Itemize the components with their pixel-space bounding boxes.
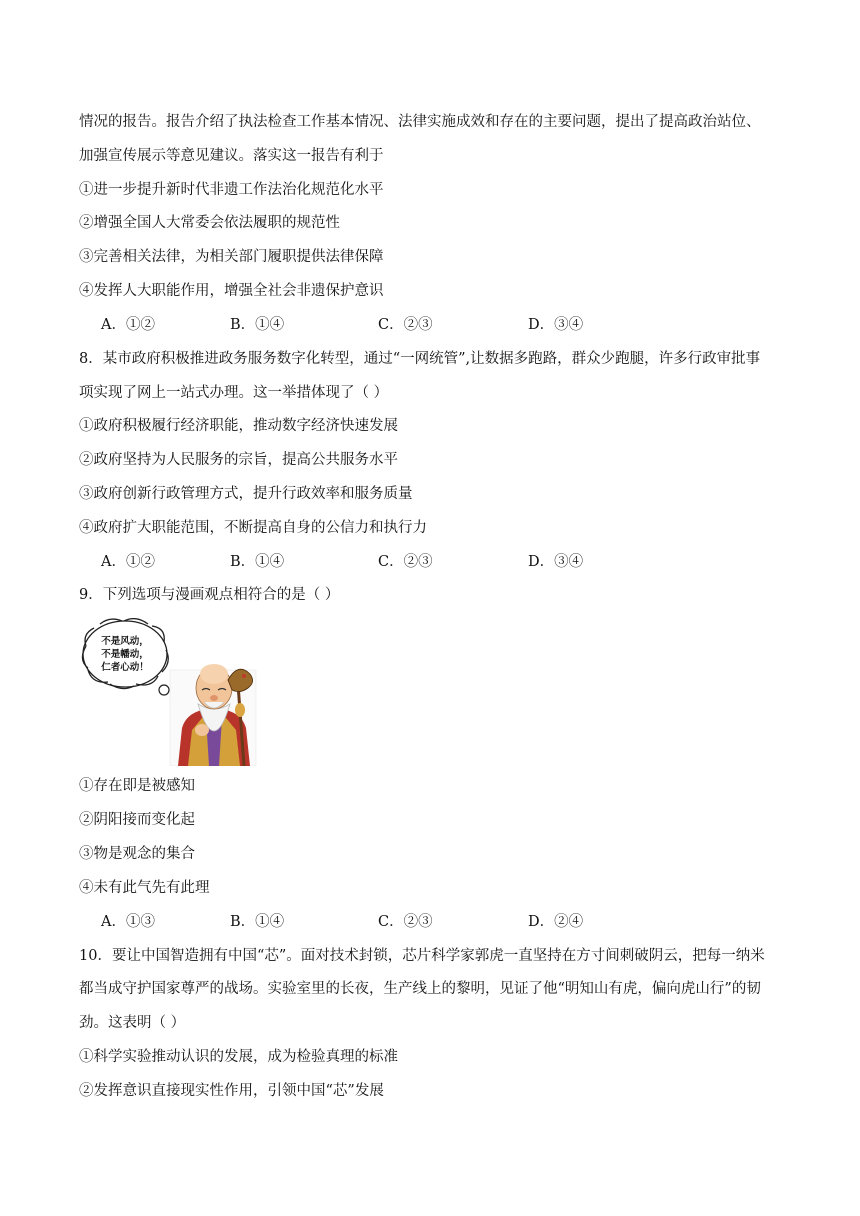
q8-line-2: 项实现了网上一站式办理。这一举措体现了（ ） (79, 385, 389, 401)
q8-line-1: 8．某市政府积极推进政务服务数字化转型，通过“一网统管”,让数据多跑路，群众少跑腿，许多行政审批事 (79, 351, 761, 367)
q10-statement-2: ②发挥意识直接现实性作用，引领中国“芯”发展 (79, 1083, 384, 1099)
q9-statement-1: ①存在即是被感知 (79, 778, 195, 794)
q9-line-1: 9．下列选项与漫画观点相符合的是（ ） (79, 587, 340, 603)
q8-statement-2: ②政府坚持为人民服务的宗旨，提高公共服务水平 (79, 452, 398, 468)
q7-line-1: 情况的报告。报告介绍了执法检查工作基本情况、法律实施成效和存在的主要问题，提出了提高政治站位、 (79, 114, 761, 130)
q8-statement-1: ①政府积极履行经济职能，推动数字经济快速发展 (79, 418, 398, 434)
q10-line-1: 10．要让中国智造拥有中国“芯”。面对技术封锁，芯片科学家郭虎一直坚持在方寸间刺破阴云，把每一纳米 (79, 948, 765, 964)
q8-statement-3: ③政府创新行政管理方式，提升行政效率和服务质量 (79, 486, 413, 502)
q10-line-2: 都当成守护国家尊严的战场。实验室里的长夜，生产线上的黎明，见证了他“明知山有虎，偏向虎山行”的韧 (79, 981, 761, 997)
q9-option-c[interactable]: C．②③ (378, 914, 433, 930)
q8-statement-4: ④政府扩大职能范围，不断提高自身的公信力和执行力 (79, 520, 427, 536)
q9-statement-4: ④未有此气先有此理 (79, 880, 210, 896)
cartoon-old-sage (78, 618, 260, 766)
q7-statement-1: ①进一步提升新时代非遗工作法治化规范化水平 (79, 182, 384, 198)
thought-bubble (82, 619, 183, 709)
q9-option-b[interactable]: B．①④ (230, 914, 285, 930)
q8-option-b[interactable]: B．①④ (230, 554, 285, 570)
q9-statement-2: ②阴阳接而变化起 (79, 812, 195, 828)
bubble-line-2: 不是幡动， (101, 649, 149, 660)
q7-statement-3: ③完善相关法律，为相关部门履职提供法律保障 (79, 249, 384, 265)
q7-statement-4: ④发挥人大职能作用，增强全社会非遗保护意识 (79, 283, 384, 299)
q9-option-d[interactable]: D．②④ (528, 914, 584, 930)
bubble-line-1: 不是风动， (101, 636, 149, 647)
q8-option-d[interactable]: D．③④ (528, 554, 584, 570)
q8-option-a[interactable]: A．①② (101, 554, 155, 570)
q7-option-b[interactable]: B．①④ (230, 317, 285, 333)
q9-option-a[interactable]: A．①③ (101, 914, 155, 930)
q7-line-2: 加强宣传展示等意见建议。落实这一报告有利于 (79, 148, 384, 164)
q7-option-c[interactable]: C．②③ (378, 317, 433, 333)
q7-option-d[interactable]: D．③④ (528, 317, 584, 333)
q8-option-c[interactable]: C．②③ (378, 554, 433, 570)
sage-figure (170, 664, 256, 766)
bubble-line-3: 仁者心动！ (101, 662, 149, 673)
q7-option-a[interactable]: A．①② (101, 317, 155, 333)
q7-statement-2: ②增强全国人大常委会依法履职的规范性 (79, 215, 340, 231)
q10-statement-1: ①科学实验推动认识的发展，成为检验真理的标准 (79, 1049, 398, 1065)
q9-statement-3: ③物是观念的集合 (79, 846, 195, 862)
q10-line-3: 劲。这表明（ ） (79, 1015, 186, 1031)
